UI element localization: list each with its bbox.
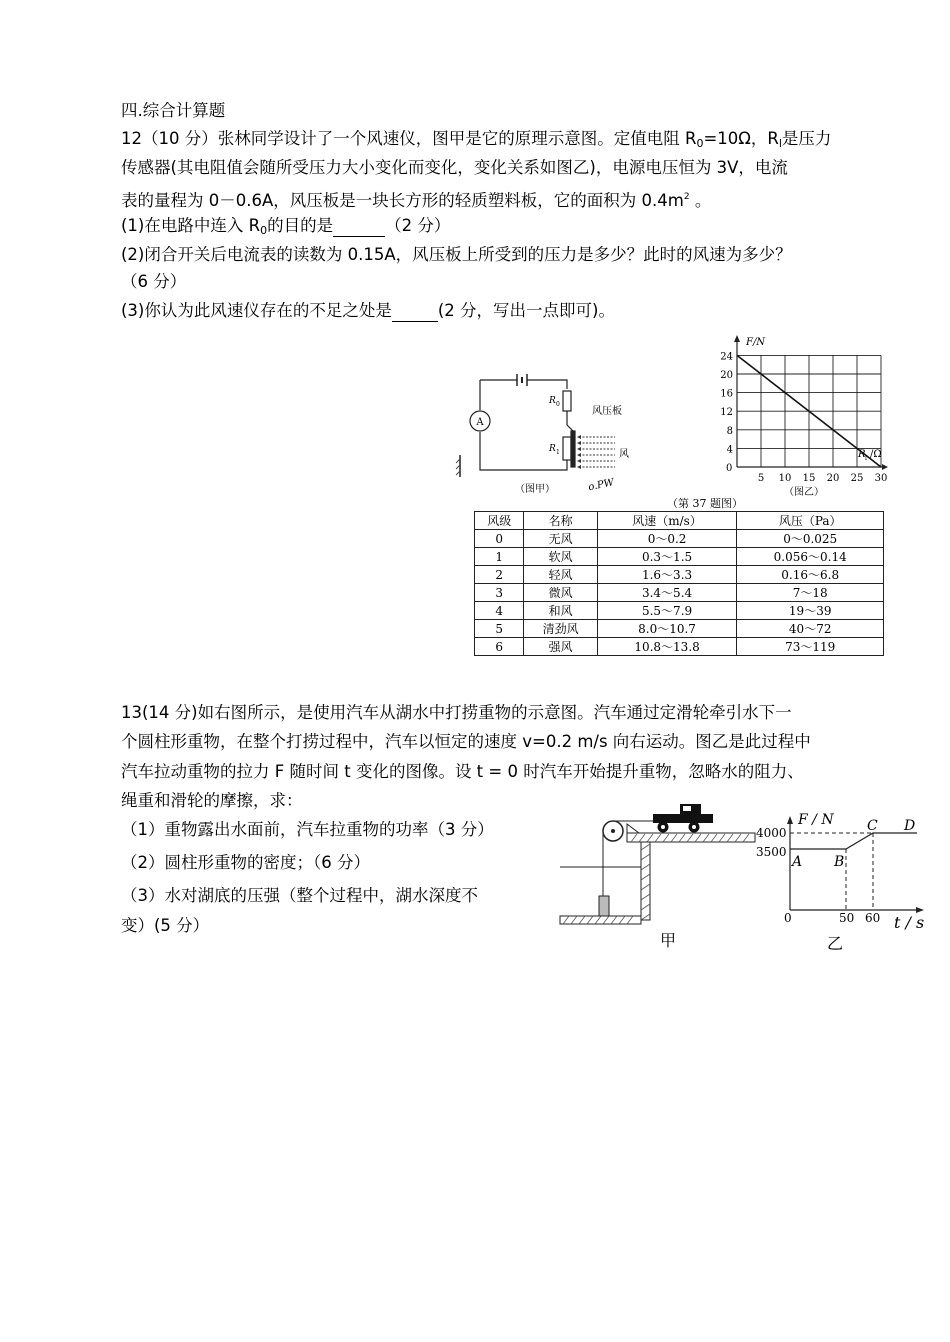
table-header-row [475, 512, 884, 530]
q12-l4d: （2 分） [385, 216, 451, 235]
y-tick-label: 24 [720, 351, 733, 363]
ft-x0: 0 [784, 911, 792, 925]
cell: 1.6～3.3 [597, 566, 737, 584]
ammeter-label: A [476, 417, 484, 428]
y-axis-arrow-icon [734, 335, 740, 342]
force-time-chart [752, 810, 930, 956]
x-tick-label: 25 [850, 473, 864, 484]
y-axis-arrow-icon [787, 816, 793, 824]
table-row [475, 566, 884, 584]
col-header: 风压（Pa） [737, 512, 884, 530]
point-a: A [792, 854, 803, 870]
r1-label: R [549, 444, 556, 454]
fig13-jia-caption: 甲 [660, 931, 677, 950]
q12-line-5: (2)闭合开关后电流表的读数为 0.15A，风压板上所受到的压力是多少？此时的风速为多少？ [121, 245, 792, 264]
q13-sub-4: 变）(5 分） [121, 916, 210, 935]
q12-line-6: （6 分） [121, 272, 187, 291]
q12-l4b: 0 [260, 224, 268, 237]
y-tick-label: 20 [720, 370, 733, 381]
wind-arrows-icon [579, 437, 615, 467]
ft-y1: 4000 [756, 826, 787, 840]
fig-37-caption: （第 37 题图） [667, 497, 743, 510]
cell: 0.3～1.5 [597, 548, 737, 566]
table-row [475, 638, 884, 656]
cell: 轻风 [524, 566, 597, 584]
q13-line-4: 绳重和滑轮的摩擦，求： [121, 791, 303, 810]
cell: 6 [475, 638, 524, 656]
r0-sub: 0 [556, 401, 560, 408]
fig13-yi-caption: 乙 [827, 934, 844, 953]
truck-icon [653, 804, 713, 833]
cell: 40～72 [737, 620, 884, 638]
x-tick-label: 5 [757, 473, 765, 484]
cell: 19～39 [737, 602, 884, 620]
x-tick-label: 10 [778, 473, 792, 484]
q12-l1e: 是压力 [781, 129, 832, 148]
truck-pulley-diagram [555, 798, 760, 956]
point-b: B [834, 854, 845, 870]
ft-xlabel: t / s [894, 913, 925, 932]
cell: 8.0～10.7 [597, 620, 737, 638]
ft-ylabel: F / N [798, 812, 834, 828]
force-curve [790, 833, 917, 849]
y-tick-label: 4 [726, 444, 733, 456]
cell: 73～119 [737, 638, 884, 656]
chart-ylabel: F/N [746, 337, 766, 348]
q12-line-1 [121, 129, 831, 154]
point-d: D [904, 818, 916, 834]
q12-l3b: 2 [683, 192, 690, 202]
x-axis-arrow-icon [882, 464, 888, 470]
table-row [475, 530, 884, 548]
q12-line-3 [121, 187, 711, 211]
table-row [475, 620, 884, 638]
section-title: 四.综合计算题 [121, 101, 226, 120]
cell: 0～0.2 [597, 530, 737, 548]
table-row [475, 584, 884, 602]
q13-line-1: 13(14 分)如右图所示，是使用汽车从湖水中打捞重物的示意图。汽车通过定滑轮牵引水下一 [121, 703, 792, 722]
col-header: 风速（m/s） [597, 512, 737, 530]
cell: 0 [475, 530, 524, 548]
q12-l4a: (1)在电路中连入 R [121, 216, 261, 235]
cell: 清劲风 [524, 620, 597, 638]
col-header: 风级 [475, 512, 524, 530]
cell: 10.8～13.8 [597, 638, 737, 656]
board-label: 风压板 [592, 406, 622, 417]
r0-label: R [549, 396, 556, 406]
cell: 4 [475, 602, 524, 620]
q12-line-7 [121, 301, 615, 322]
cell: 0.16～6.8 [737, 566, 884, 584]
q12-l1c: =10Ω，R [703, 129, 779, 148]
y-tick-label: 12 [720, 407, 733, 419]
q12-l1d: l [778, 137, 782, 150]
cell: 强风 [524, 638, 597, 656]
chart-origin-label: 0 [726, 463, 733, 474]
y-tick-label: 16 [720, 388, 733, 400]
chart-xlabel-unit: /Ω [870, 449, 882, 460]
q13-sub-2: （2）圆柱形重物的密度；（6 分） [121, 853, 370, 872]
q12-line-2: 传感器(其电阻值会随所受压力大小变化而变化，变化关系如图乙)，电源电压恒为 3V，电流 [121, 158, 788, 177]
ft-x2: 60 [865, 911, 881, 925]
answer-blank-1[interactable] [333, 216, 385, 237]
q13-line-2: 个圆柱形重物，在整个打捞过程中，汽车以恒定的速度 v=0.2 m/s 向右运动。图乙是此过程中 [121, 732, 811, 751]
wind-table [474, 511, 884, 656]
q12-l1a: 12（10 分）张林同学设计了一个风速仪，图甲是它的原理示意图。定值电阻 R [121, 129, 697, 148]
q13-sub-1: （1）重物露出水面前，汽车拉重物的功率（3 分） [121, 820, 494, 839]
cell: 无风 [524, 530, 597, 548]
q12-l7a: (3)你认为此风速仪存在的不足之处是 [121, 301, 392, 320]
x-tick-label: 20 [826, 473, 840, 484]
fig-jia-caption: （图甲） [515, 484, 555, 495]
force-resistance-chart [712, 333, 902, 498]
cell: 5.5～7.9 [597, 602, 737, 620]
ft-x1: 50 [839, 911, 855, 925]
cell: 0～0.025 [737, 530, 884, 548]
cell: 5 [475, 620, 524, 638]
table-row [475, 548, 884, 566]
col-header: 名称 [524, 512, 597, 530]
q12-l1b: 0 [696, 137, 704, 150]
chart-xlabel: R [858, 449, 866, 460]
point-c: C [867, 818, 878, 834]
cell: 3.4～5.4 [597, 584, 737, 602]
wind-label: 风 [619, 449, 629, 460]
q12-l7b: (2 分，写出一点即可)。 [437, 301, 615, 320]
y-tick-label: 8 [726, 425, 733, 437]
cell: 1 [475, 548, 524, 566]
cell: 7～18 [737, 584, 884, 602]
circuit-diagram [455, 365, 655, 500]
r1-sub: 1 [556, 449, 560, 456]
q13-line-3: 汽车拉动重物的拉力 F 随时间 t 变化的图像。设 t = 0 时汽车开始提升重物，忽略水的阻力、 [121, 762, 804, 781]
cell: 3 [475, 584, 524, 602]
q12-l3c: 。 [689, 191, 712, 210]
cell: 微风 [524, 584, 597, 602]
q12-l4c: 的目的是 [267, 216, 334, 235]
cell: 0.056～0.14 [737, 548, 884, 566]
chart-xlabel-sub: l [865, 455, 867, 462]
scribble: o.PW [587, 477, 616, 494]
cylinder-weight [599, 896, 609, 916]
cell: 和风 [524, 602, 597, 620]
x-tick-label: 30 [874, 473, 888, 484]
cell: 2 [475, 566, 524, 584]
x-tick-label: 15 [802, 473, 816, 484]
q13-sub-3: （3）水对湖底的压强（整个过程中，湖水深度不 [121, 886, 478, 905]
fig-yi-caption: （图乙） [784, 487, 824, 498]
q12-line-4 [121, 216, 450, 241]
table-row [475, 602, 884, 620]
ft-y2: 3500 [756, 845, 787, 859]
answer-blank-2[interactable] [392, 301, 438, 322]
cell: 软风 [524, 548, 597, 566]
q12-l3a: 表的量程为 0－0.6A，风压板是一块长方形的轻质塑料板，它的面积为 0.4m [121, 191, 684, 210]
